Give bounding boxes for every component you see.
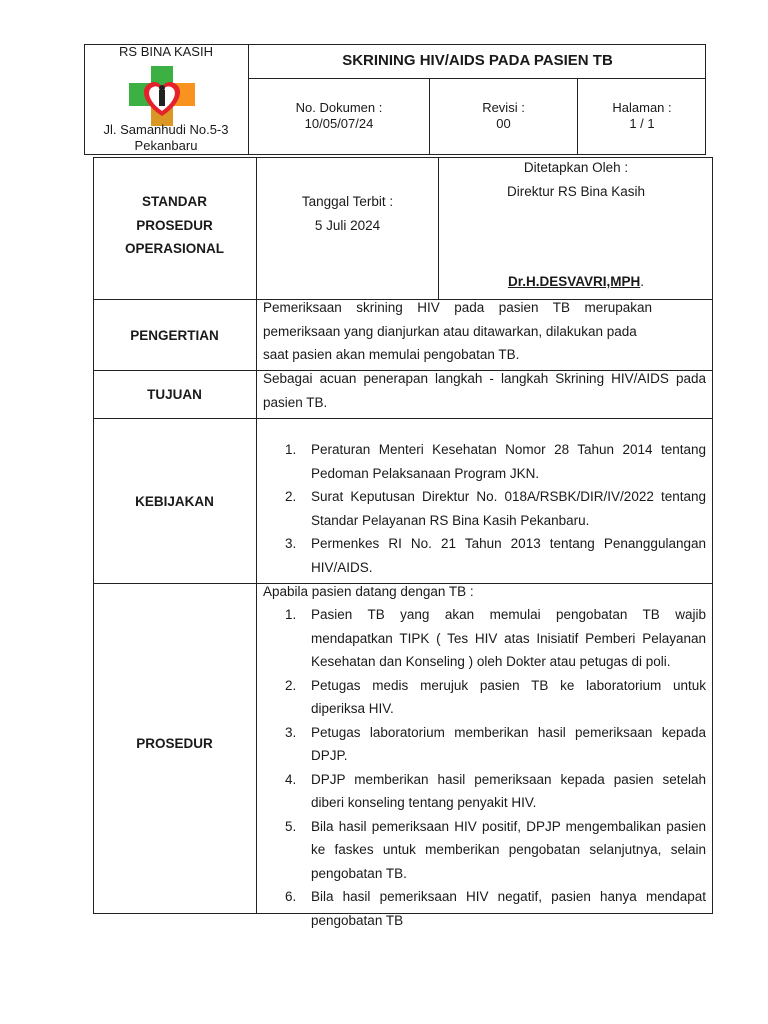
pengertian-text	[263, 296, 707, 367]
prosedur-list	[257, 603, 706, 932]
doc-no-value: 10/05/07/24	[304, 116, 374, 131]
spo-label-line1: STANDAR	[142, 194, 207, 209]
prosedur-intro: Apabila pasien datang dengan TB :	[263, 584, 474, 599]
signer-suffix: .	[640, 274, 645, 289]
list-item: 1. Pasien TB yang akan memulai pengobatan TB wajib mendapatkan TIPK ( Tes HIV atas Inisiatif Pemberi Pelayanan Kesehatan dan Konseling ) oleh Dokter atau petugas di poli.	[285, 607, 706, 669]
pengertian-line2: pemeriksaan yang dianjurkan atau ditawarkan, dilakukan pada	[263, 323, 637, 339]
prosedur-item-6: Bila hasil pemeriksaan HIV negatif, pasien hanya mendapat pengobatan TB	[311, 889, 706, 928]
list-item: 1. Peraturan Menteri Kesehatan Nomor 28 Tahun 2014 tentang Pedoman Pelaksanaan Program JKN.	[285, 442, 706, 481]
terbit-value: 5 Juli 2024	[314, 217, 381, 233]
list-item: 6. Bila hasil pemeriksaan HIV negatif, pasien hanya mendapat pengobatan TB	[285, 889, 706, 928]
prosedur-item-5: Bila hasil pemeriksaan HIV positif, DPJP mengembalikan pasien ke faskes untuk memberikan pengobatan selanjutnya, selain pengobatan TB.	[311, 818, 706, 881]
kebijakan-label: KEBIJAKAN	[135, 493, 214, 509]
spo-label-line3: OPERASIONAL	[124, 241, 224, 256]
kebijakan-item-3: Permenkes RI No. 21 Tahun 2013 tentang Penanggulangan HIV/AIDS.	[311, 536, 706, 575]
prosedur-item-1: Pasien TB yang akan memulai pengobatan TB wajib mendapatkan TIPK ( Tes HIV atas Inisiatif Pemberi Pelayanan Kesehatan dan Konseling ) oleh Dokter atau petugas di poli.	[311, 607, 706, 669]
prosedur-item-3: Petugas laboratorium memberikan hasil pemeriksaan kepada DPJP.	[311, 724, 706, 763]
signer-name: Dr.H.DESVAVRI,MPH	[507, 274, 641, 289]
cross-heart-icon	[129, 66, 197, 126]
halaman-label: Halaman :	[612, 100, 672, 115]
tujuan-label: TUJUAN	[147, 387, 202, 402]
tujuan-text: Sebagai acuan penerapan langkah - langkah Skrining HIV/AIDS pada pasien TB.	[263, 371, 706, 410]
prosedur-label: PROSEDUR	[136, 735, 213, 751]
signer-block	[439, 274, 713, 289]
terbit-label: Tanggal Terbit :	[301, 194, 394, 209]
list-item: 3. Permenkes RI No. 21 Tahun 2013 tentang Penanggulangan HIV/AIDS.	[285, 536, 706, 575]
spo-label	[93, 190, 256, 261]
pengertian-line1: Pemeriksaan skrining HIV pada pasien TB merupakan	[263, 300, 652, 315]
pengertian-line3: saat pasien akan memulai pengobatan TB.	[263, 347, 520, 362]
list-item: 4. DPJP memberikan hasil pemeriksaan kepada pasien setelah diberi konseling tentang penyakit HIV.	[285, 771, 706, 810]
halaman-value: 1 / 1	[629, 116, 655, 131]
header-divider-h	[248, 78, 706, 79]
list-item: 5. Bila hasil pemeriksaan HIV positif, DPJP mengembalikan pasien ke faskes untuk memberikan pengobatan selanjutnya, selain pengobatan TB.	[285, 818, 706, 881]
prosedur-item-4: DPJP memberikan hasil pemeriksaan kepada pasien setelah diberi konseling tentang penyakit HIV.	[311, 771, 706, 810]
kebijakan-list	[257, 438, 706, 579]
revisi-label: Revisi :	[482, 100, 525, 115]
terbit-block	[257, 190, 438, 237]
revisi-value: 00	[496, 116, 511, 131]
list-item: 2. Surat Keputusan Direktur No. 018A/RSBK/DIR/IV/2022 tentang Standar Pelayanan RS Bina Kasih Pekanbaru.	[285, 489, 706, 528]
pengertian-label: PENGERTIAN	[130, 327, 219, 343]
list-item: 3. Petugas laboratorium memberikan hasil pemeriksaan kepada DPJP.	[285, 724, 706, 763]
hospital-logo	[129, 66, 197, 126]
ditetapkan-block	[439, 156, 713, 203]
kebijakan-item-2: Surat Keputusan Direktur No. 018A/RSBK/DIR/IV/2022 tentang Standar Pelayanan RS Bina Kasih Pekanbaru.	[311, 489, 706, 528]
address-line-2: Pekanbaru	[134, 138, 198, 153]
doc-no-label: No. Dokumen :	[295, 100, 383, 115]
hospital-name: RS BINA KASIH	[119, 44, 213, 59]
document-title: SKRINING HIV/AIDS PADA PASIEN TB	[342, 52, 613, 69]
address-line-1: Jl. Samanhudi No.5-3	[103, 122, 229, 137]
list-item: 2. Petugas medis merujuk pasien TB ke laboratorium untuk diperiksa HIV.	[285, 677, 706, 716]
spo-label-line2: PROSEDUR	[136, 217, 213, 233]
ditetapkan-by: Direktur RS Bina Kasih	[506, 183, 646, 199]
prosedur-item-2: Petugas medis merujuk pasien TB ke laboratorium untuk diperiksa HIV.	[311, 677, 706, 716]
ditetapkan-label: Ditetapkan Oleh :	[523, 160, 629, 175]
kebijakan-item-1: Peraturan Menteri Kesehatan Nomor 28 Tahun 2014 tentang Pedoman Pelaksanaan Program JKN.	[311, 442, 706, 481]
